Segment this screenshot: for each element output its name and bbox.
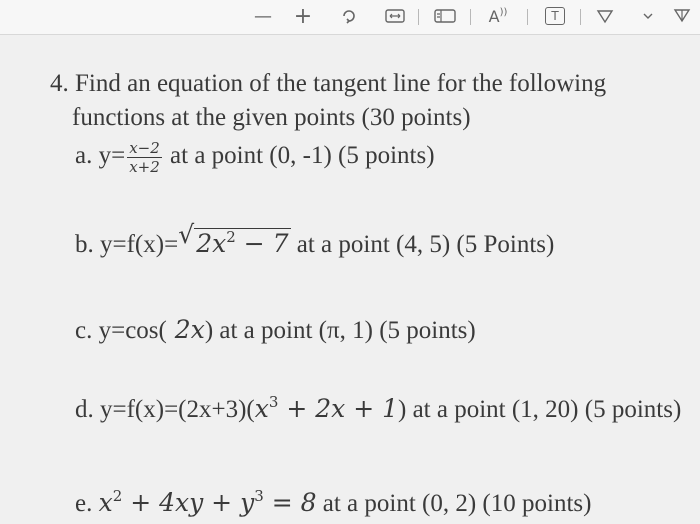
part-a-prefix: a. y=	[75, 142, 126, 170]
part-e-x-exp: 2	[112, 487, 123, 505]
part-e	[75, 481, 591, 519]
fit-page-icon[interactable]	[382, 4, 408, 28]
part-c-prefix: c. y=cos(	[75, 317, 167, 344]
part-a-denominator: x+2	[129, 158, 160, 176]
part-c-suffix: at a point (π, 1) (5 points)	[213, 317, 476, 344]
sqrt-symbol: √	[178, 220, 195, 249]
part-e-y-exp: 3	[254, 487, 264, 505]
part-a-suffix: at a point (0, -1) (5 points)	[163, 142, 435, 170]
document-page	[0, 35, 700, 524]
part-c-close: )	[204, 317, 214, 344]
minus-icon[interactable]	[250, 4, 276, 28]
part-e-prefix: e.	[75, 490, 99, 517]
text-box-icon[interactable]	[540, 4, 570, 28]
question-title-line-2: functions at the given points (30 points)	[72, 104, 471, 131]
part-a	[75, 139, 435, 176]
part-e-y-base: y	[240, 488, 255, 517]
toolbar-divider	[580, 9, 581, 25]
highlight-icon[interactable]	[668, 4, 696, 28]
toolbar-divider	[470, 9, 471, 25]
pdf-toolbar	[0, 0, 700, 35]
chevron-down-icon[interactable]	[640, 4, 656, 28]
part-e-middle: + 4xy +	[122, 488, 241, 517]
part-c	[75, 315, 476, 346]
part-d-prefix: d. y=f(x)=(2x+3)(	[75, 396, 255, 423]
part-d-suffix: at a point (1, 20) (5 points)	[406, 396, 682, 423]
part-b-radicand-base: 2x	[196, 229, 227, 258]
read-aloud-icon[interactable]: A ))	[488, 6, 508, 26]
page-layout-icon[interactable]	[430, 4, 460, 28]
part-e-suffix: at a point (0, 2) (10 points)	[316, 490, 592, 517]
toolbar-divider	[418, 9, 419, 25]
part-b-radicand-rest: − 7	[235, 229, 289, 258]
part-b-suffix: at a point (4, 5) (5 Points)	[290, 231, 555, 258]
part-b	[75, 222, 554, 260]
text-box-glyph: T	[545, 7, 565, 25]
part-c-arg: 2x	[166, 315, 205, 344]
part-d-rest: + 2x + 1	[278, 394, 398, 423]
part-e-equation	[99, 488, 317, 517]
part-d-x3-base: x	[254, 394, 269, 423]
rotate-icon[interactable]	[336, 4, 362, 28]
part-d	[75, 387, 681, 425]
part-a-numerator: x−2	[129, 139, 160, 157]
part-b-radicand-exp: 2	[226, 228, 236, 246]
part-e-x-base: x	[98, 488, 113, 517]
part-a-fraction	[127, 139, 162, 176]
part-d-x3	[255, 394, 398, 423]
toolbar-divider	[527, 9, 528, 25]
zoom-out-label: —	[254, 5, 272, 27]
question-title-line-1: 4. Find an equation of the tangent line for the following	[50, 70, 607, 97]
read-aloud-glyph: A	[488, 6, 500, 26]
draw-icon[interactable]	[592, 4, 618, 28]
part-b-sqrt	[178, 222, 290, 259]
part-d-x3-exp: 3	[268, 393, 279, 411]
part-d-close: )	[398, 396, 407, 423]
plus-icon[interactable]	[290, 4, 316, 28]
zoom-in-label: +	[293, 3, 313, 29]
part-e-eq: = 8	[263, 488, 317, 517]
part-b-prefix: b. y=f(x)=	[75, 231, 179, 258]
